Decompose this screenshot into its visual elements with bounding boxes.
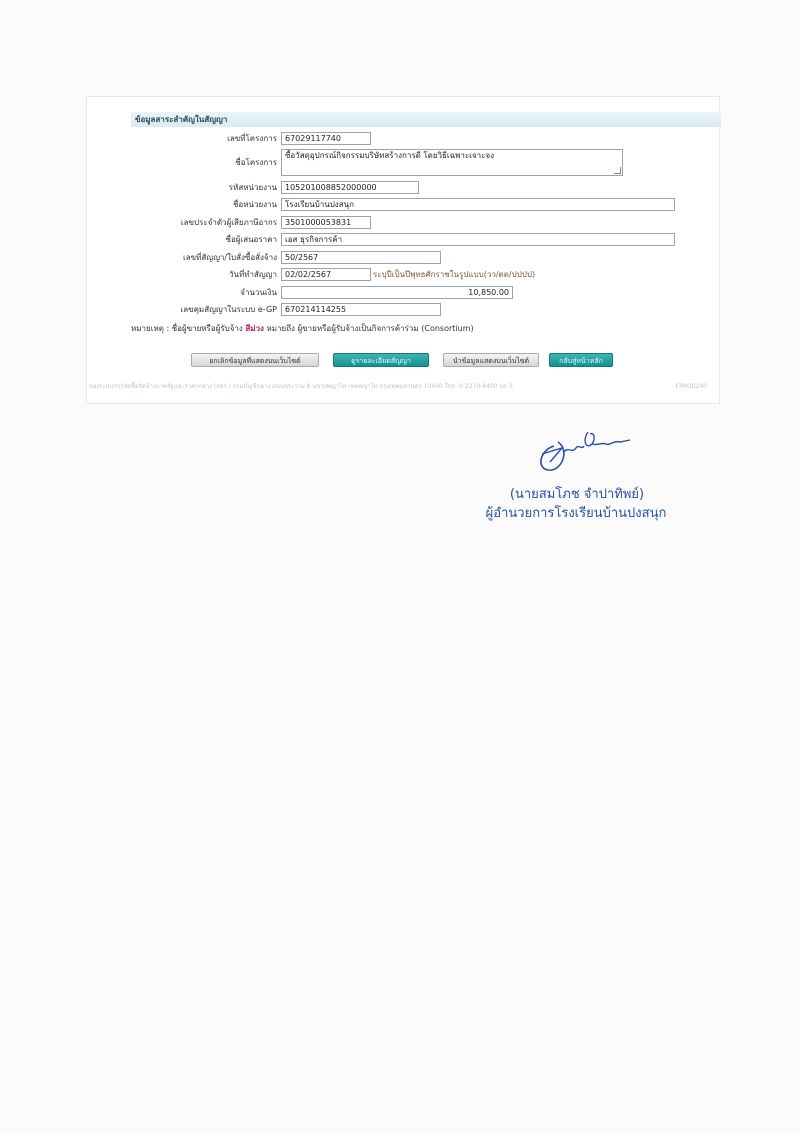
row-tax-id	[87, 215, 721, 231]
signer-name: (นายสมโภช จำปาทิพย์)	[509, 487, 645, 502]
cancel-publish-button[interactable]: ยกเลิกข้อมูลที่แสดงบนเว็บไซต์	[191, 353, 319, 367]
handwritten-signature	[532, 428, 644, 480]
consortium-note	[131, 322, 474, 335]
page-footer	[87, 380, 721, 394]
row-agency-name	[87, 197, 721, 213]
project-number-label: เลขที่โครงการ	[227, 134, 277, 143]
bidder-name-field[interactable]: เอส ธุรกิจการค้า	[281, 233, 675, 246]
amount-field[interactable]: 10,850.00	[281, 286, 513, 299]
row-agency-code	[87, 180, 721, 196]
contract-number-label: เลขที่สัญญา/ใบสั่งซื้อสั่งจ้าง	[183, 253, 277, 262]
project-number-field[interactable]: 67029117740	[281, 132, 371, 145]
note-prefix: หมายเหตุ : ชื่อผู้ขายหรือผู้รับจ้าง	[131, 324, 243, 333]
home-button[interactable]: กลับสู่หน้าหลัก	[549, 353, 613, 367]
row-project-name	[87, 148, 721, 178]
date-format-hint: ระบุปีเป็นปีพุทธศักราชในรูปแบบ(วว/ดด/ปปปป)	[373, 270, 536, 279]
note-suffix: หมายถึง ผู้ขายหรือผู้รับจ้างเป็นกิจการค้าร่วม (Consortium)	[266, 324, 474, 333]
row-bidder-name	[87, 232, 721, 248]
project-name-text: ซื้อวัสดุอุปกรณ์กิจกรรมบริษัทสร้างการดี โดยวิธีเฉพาะเจาะจง	[285, 151, 494, 160]
row-amount	[87, 285, 721, 301]
contract-date-field[interactable]: 02/02/2567	[281, 268, 371, 281]
section-title: ข้อมูลสาระสำคัญในสัญญา	[131, 112, 721, 127]
amount-label: จำนวนเงิน	[240, 288, 277, 297]
row-project-number	[87, 131, 721, 147]
publish-button[interactable]: นำข้อมูลแสดงบนเว็บไซต์	[443, 353, 539, 367]
note-highlight: สีม่วง	[245, 324, 264, 333]
project-name-field[interactable]	[281, 149, 623, 176]
agency-name-label: ชื่อหน่วยงาน	[232, 200, 277, 209]
resize-handle-icon[interactable]	[614, 167, 621, 174]
agency-code-label: รหัสหน่วยงาน	[228, 183, 277, 192]
footer-text: กองระบบการจัดซื้อจัดจ้างภาครัฐและราคากลาง (กจร.) กรมบัญชีกลาง ถนนพระราม 6 แขวงพญาไท เขตพญาไท กรุงเทพมหานคร 10400 โทร. 0-2270-6400 กด 3	[89, 383, 513, 390]
row-contract-number	[87, 250, 721, 266]
tax-id-field[interactable]: 3501000053831	[281, 216, 371, 229]
project-name-label: ชื่อโครงการ	[235, 158, 277, 167]
contract-date-label: วันที่ทำสัญญา	[228, 270, 277, 279]
bidder-name-label: ชื่อผู้เสนอราคา	[225, 235, 277, 244]
tax-id-label: เลขประจำตัวผู้เสียภาษีอากร	[180, 218, 277, 227]
agency-code-field[interactable]: 105201008852000000	[281, 181, 419, 194]
signer-position: ผู้อำนวยการโรงเรียนบ้านปงสนุก	[485, 506, 667, 521]
page-code: FPRO0240	[675, 383, 707, 390]
agency-name-field[interactable]: โรงเรียนบ้านปงสนุก	[281, 198, 675, 211]
row-egp-number	[87, 302, 721, 318]
contract-number-field[interactable]: 50/2567	[281, 251, 441, 264]
contract-detail-button[interactable]: ดูรายละเอียดสัญญา	[333, 353, 429, 367]
contract-form-panel	[86, 96, 720, 404]
egp-number-field[interactable]: 670214114255	[281, 303, 441, 316]
egp-number-label: เลขคุมสัญญาในระบบ e-GP	[180, 305, 277, 314]
row-contract-date	[87, 267, 721, 283]
